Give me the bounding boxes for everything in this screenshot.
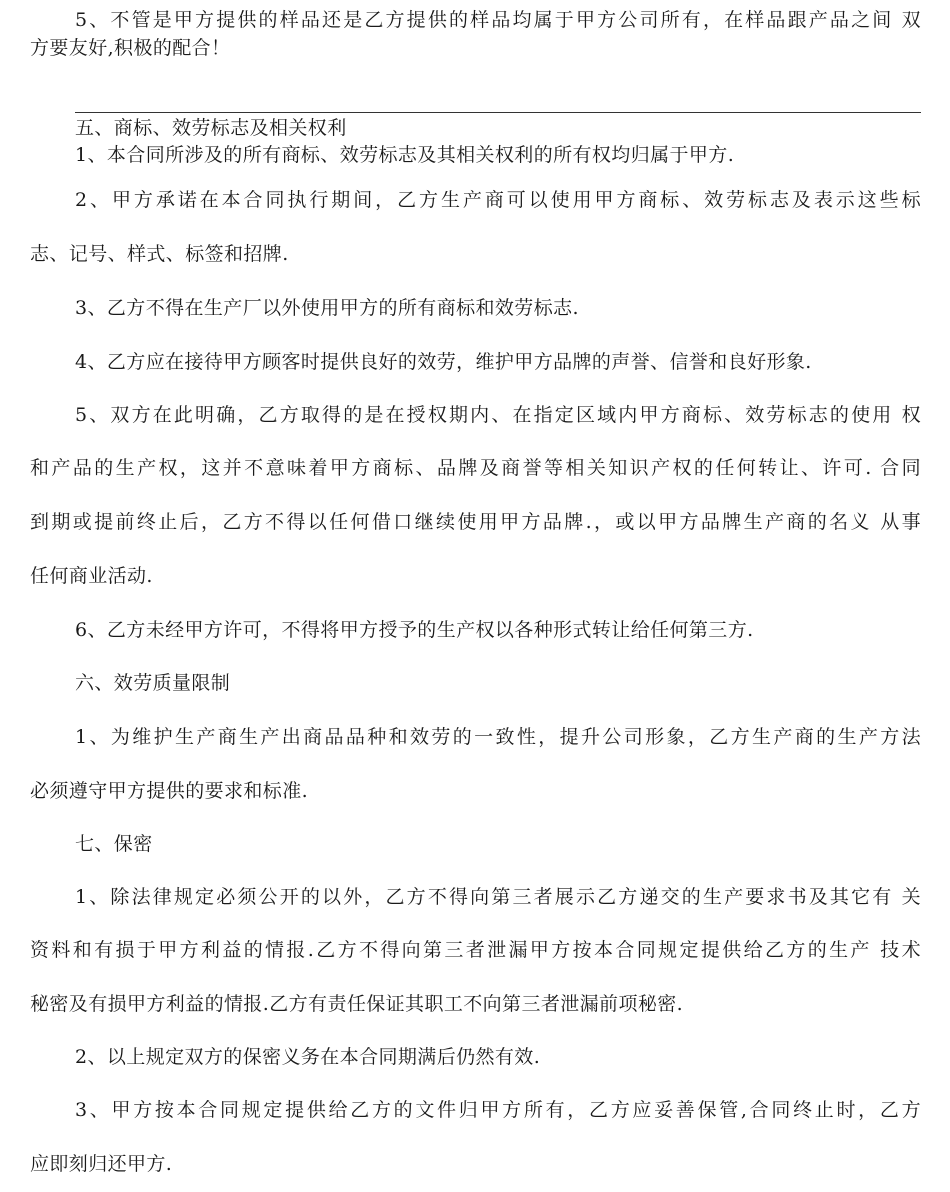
paragraph-line: 1、除法律规定必须公开的以外，乙方不得向第三者展示乙方递交的生产要求书及其它有 关: [75, 886, 921, 908]
section-heading: 五、商标、效劳标志及相关权利: [75, 117, 347, 139]
paragraph-line: 2、以上规定双方的保密义务在本合同期满后仍然有效.: [75, 1046, 541, 1068]
paragraph-line: 到期或提前终止后，乙方不得以任何借口继续使用甲方品牌.，或以甲方品牌生产商的名义 从事: [30, 511, 921, 533]
section-heading: 六、效劳质量限制: [75, 672, 231, 694]
paragraph-line: 1、本合同所涉及的所有商标、效劳标志及其相关权利的所有权均归属于甲方.: [75, 144, 735, 166]
paragraph-line: 3、甲方按本合同规定提供给乙方的文件归甲方所有，乙方应妥善保管,合同终止时，乙方: [75, 1099, 921, 1121]
paragraph-line: 和产品的生产权，这并不意味着甲方商标、品牌及商誉等相关知识产权的任何转让、许可. 合同: [30, 457, 921, 479]
paragraph-line: 2、甲方承诺在本合同执行期间，乙方生产商可以使用甲方商标、效劳标志及表示这些标: [75, 189, 921, 211]
paragraph-line: 3、乙方不得在生产厂以外使用甲方的所有商标和效劳标志.: [75, 297, 579, 319]
paragraph-line: 必须遵守甲方提供的要求和标准.: [30, 780, 309, 802]
section-divider: [75, 112, 921, 113]
paragraph-line: 1、为维护生产商生产出商品品种和效劳的一致性，提升公司形象，乙方生产商的生产方法: [75, 726, 921, 748]
paragraph-line: 4、乙方应在接待甲方顾客时提供良好的效劳，维护甲方品牌的声誉、信誉和良好形象.: [75, 351, 812, 373]
paragraph-line: 6、乙方未经甲方许可，不得将甲方授予的生产权以各种形式转让给任何第三方.: [75, 619, 754, 641]
paragraph-line: 秘密及有损甲方利益的情报.乙方有责任保证其职工不向第三者泄漏前项秘密.: [30, 993, 684, 1015]
paragraph-line: 方要友好,积极的配合！: [30, 37, 231, 59]
paragraph-line: 应即刻归还甲方.: [30, 1153, 173, 1175]
paragraph-line: 5、不管是甲方提供的样品还是乙方提供的样品均属于甲方公司所有，在样品跟产品之间 双: [75, 9, 921, 31]
paragraph-line: 资料和有损于甲方利益的情报.乙方不得向第三者泄漏甲方按本合同规定提供给乙方的生产 技术: [30, 939, 921, 961]
paragraph-line: 志、记号、样式、标签和招牌.: [30, 243, 289, 265]
paragraph-line: 5、双方在此明确，乙方取得的是在授权期内、在指定区域内甲方商标、效劳标志的使用 权: [75, 404, 921, 426]
section-heading: 七、保密: [75, 833, 153, 855]
paragraph-line: 任何商业活动.: [30, 565, 153, 587]
